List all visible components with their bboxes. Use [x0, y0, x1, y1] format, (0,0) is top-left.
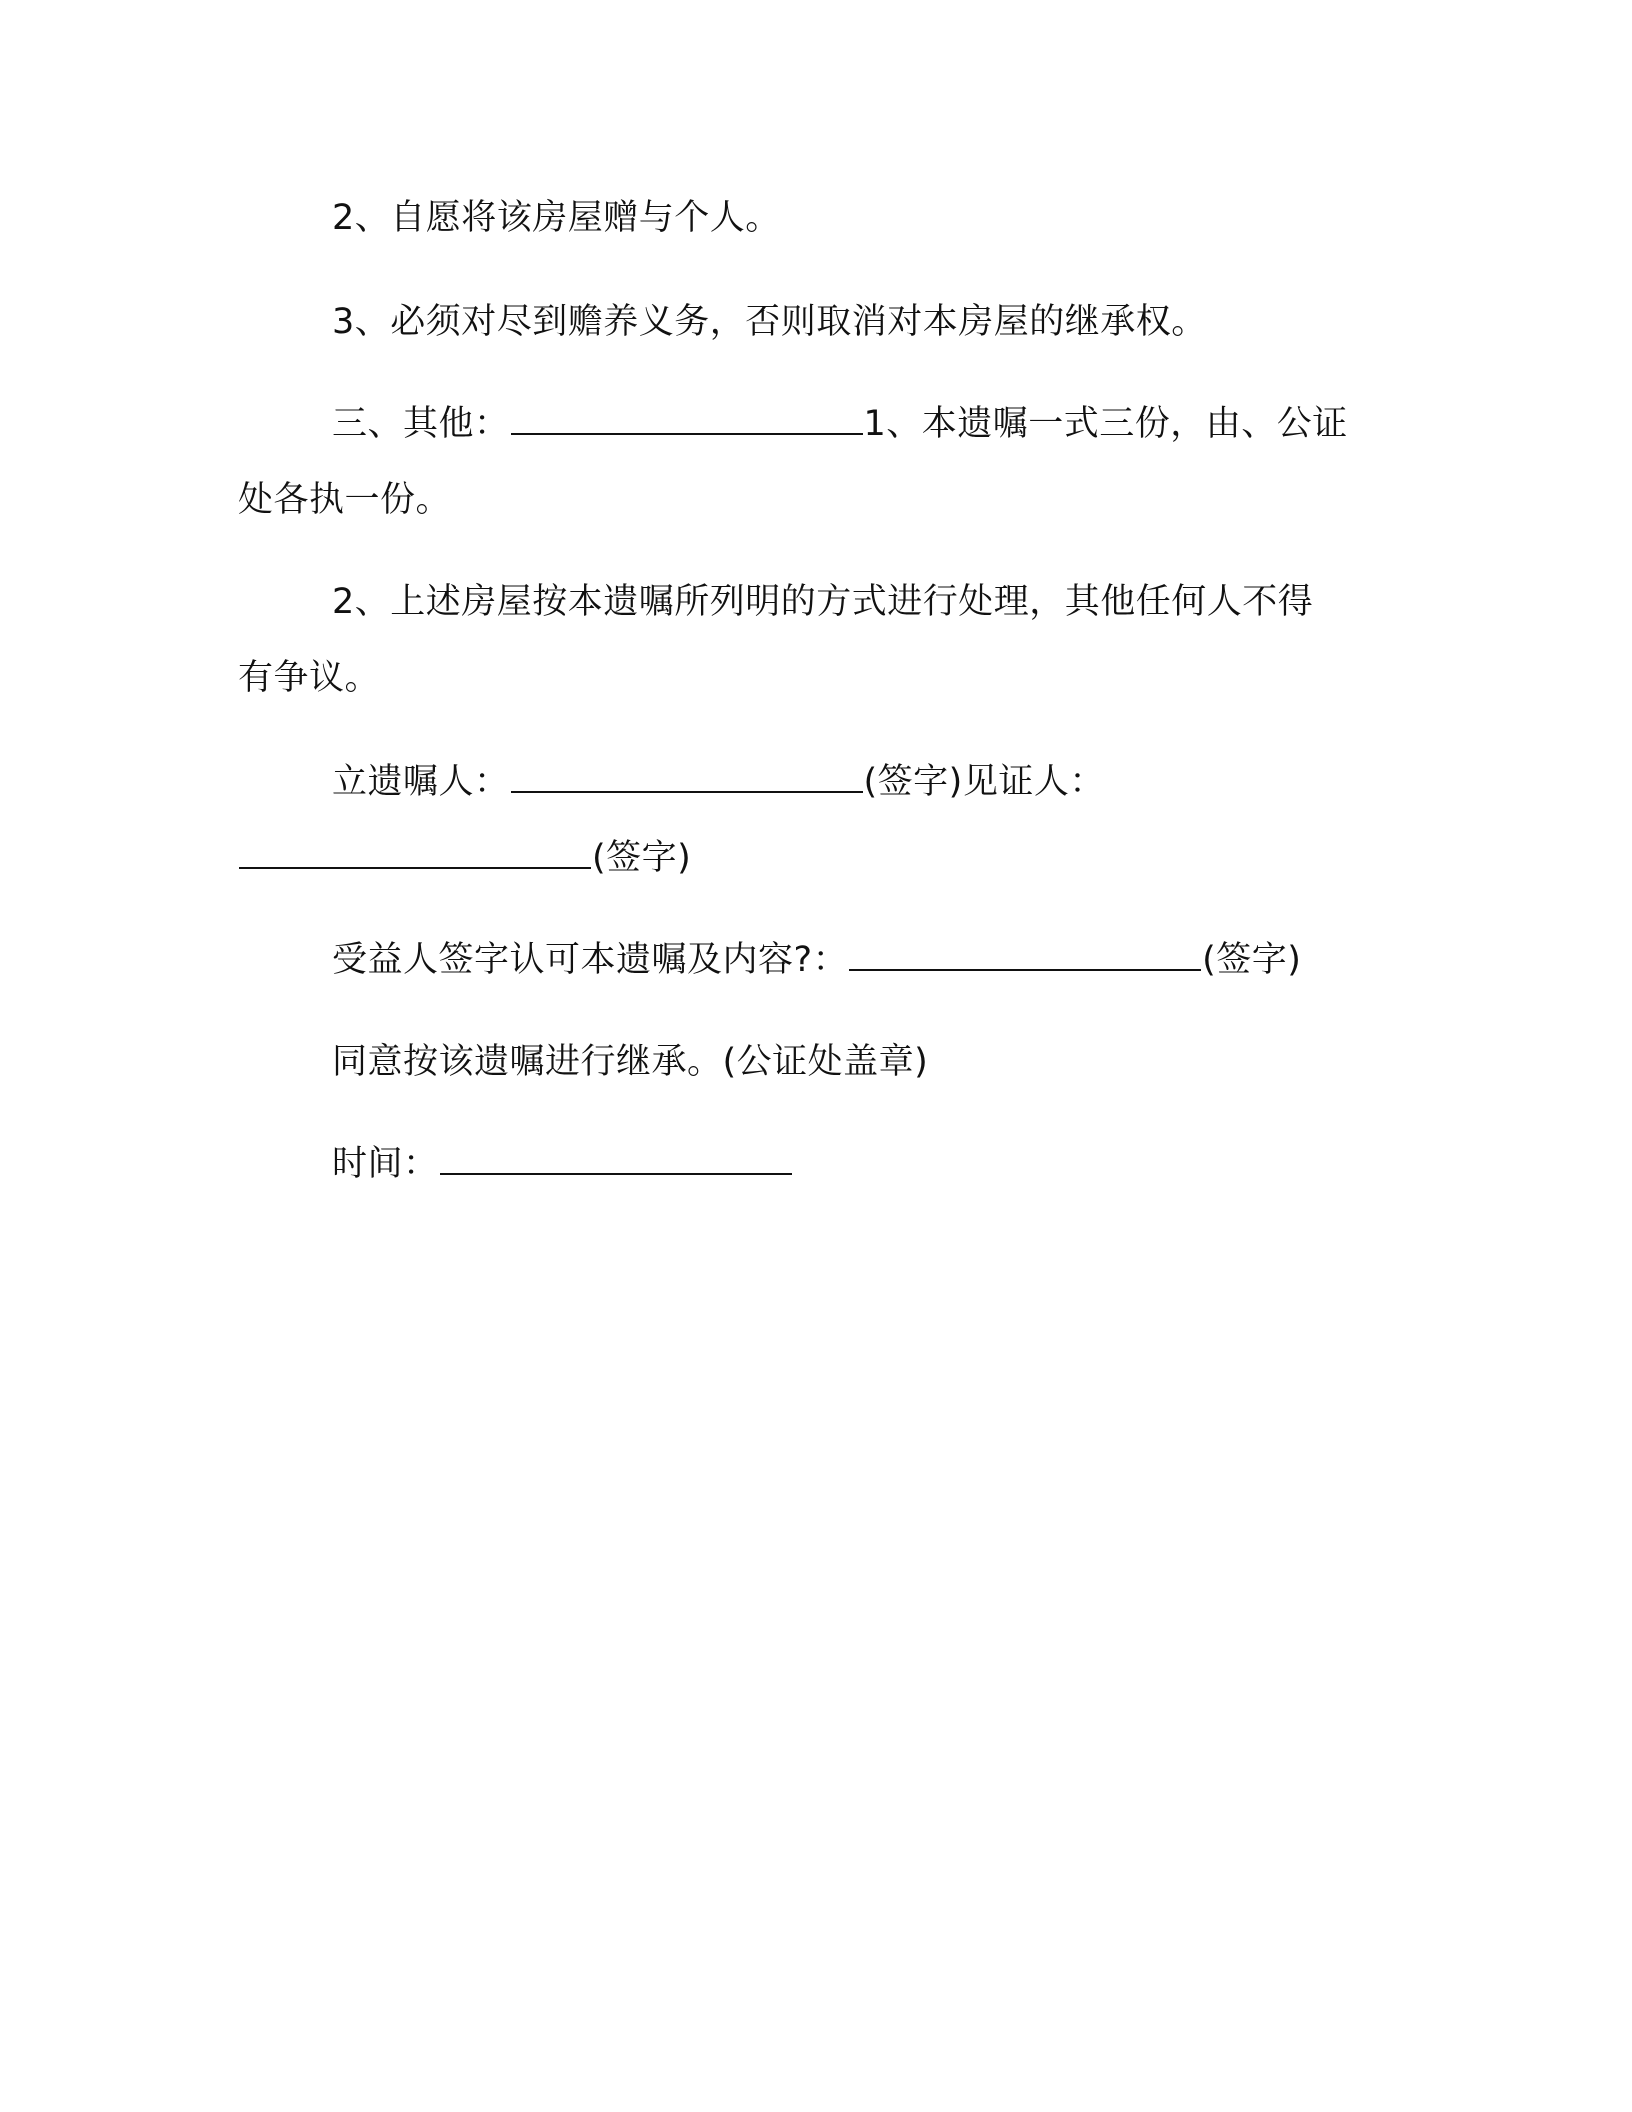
- section-3-continuation: [238, 478, 451, 522]
- clause-2-text: 2、自愿将该房屋赠与个人。: [332, 198, 781, 238]
- other-blank-line[interactable]: [511, 403, 863, 435]
- section-3-item-1: 1、本遗嘱一式三份，由、公证: [863, 404, 1348, 444]
- beneficiary-signature-blank[interactable]: [849, 939, 1201, 971]
- witness-label: (签字)见证人：: [863, 762, 1105, 802]
- witness-sign-suffix: (签字): [592, 838, 692, 878]
- date-label: 时间：: [332, 1144, 439, 1184]
- beneficiary-label: 受益人签字认可本遗嘱及内容?：: [332, 940, 849, 980]
- testator-label: 立遗嘱人：: [332, 762, 510, 802]
- beneficiary-sign-suffix: (签字): [1202, 940, 1302, 980]
- item-2-text: 2、上述房屋按本遗嘱所列明的方式进行处理，其他任何人不得: [332, 582, 1314, 622]
- section-3-item-2: [332, 580, 1313, 624]
- date-blank[interactable]: [440, 1143, 792, 1175]
- item-2-cont-text: 有争议。: [238, 658, 381, 698]
- testator-signature-line: [332, 760, 1105, 804]
- clause-3-support: [332, 300, 1207, 344]
- date-line: [332, 1142, 793, 1186]
- beneficiary-signature-line: [332, 938, 1301, 982]
- notary-seal-text: 同意按该遗嘱进行继承。(公证处盖章): [332, 1042, 929, 1082]
- clause-3-text: 3、必须对尽到赡养义务，否则取消对本房屋的继承权。: [332, 302, 1207, 342]
- testator-signature-blank[interactable]: [511, 761, 863, 793]
- item-2-continuation: [238, 656, 380, 700]
- witness-signature-blank[interactable]: [239, 837, 591, 869]
- section-3-other: [332, 402, 1348, 446]
- section-3-label: 三、其他：: [332, 404, 510, 444]
- witness-signature-line: [238, 836, 691, 880]
- notary-seal-line: [332, 1040, 928, 1084]
- section-3-cont-text: 处各执一份。: [238, 480, 452, 520]
- clause-2-gift: [332, 196, 781, 240]
